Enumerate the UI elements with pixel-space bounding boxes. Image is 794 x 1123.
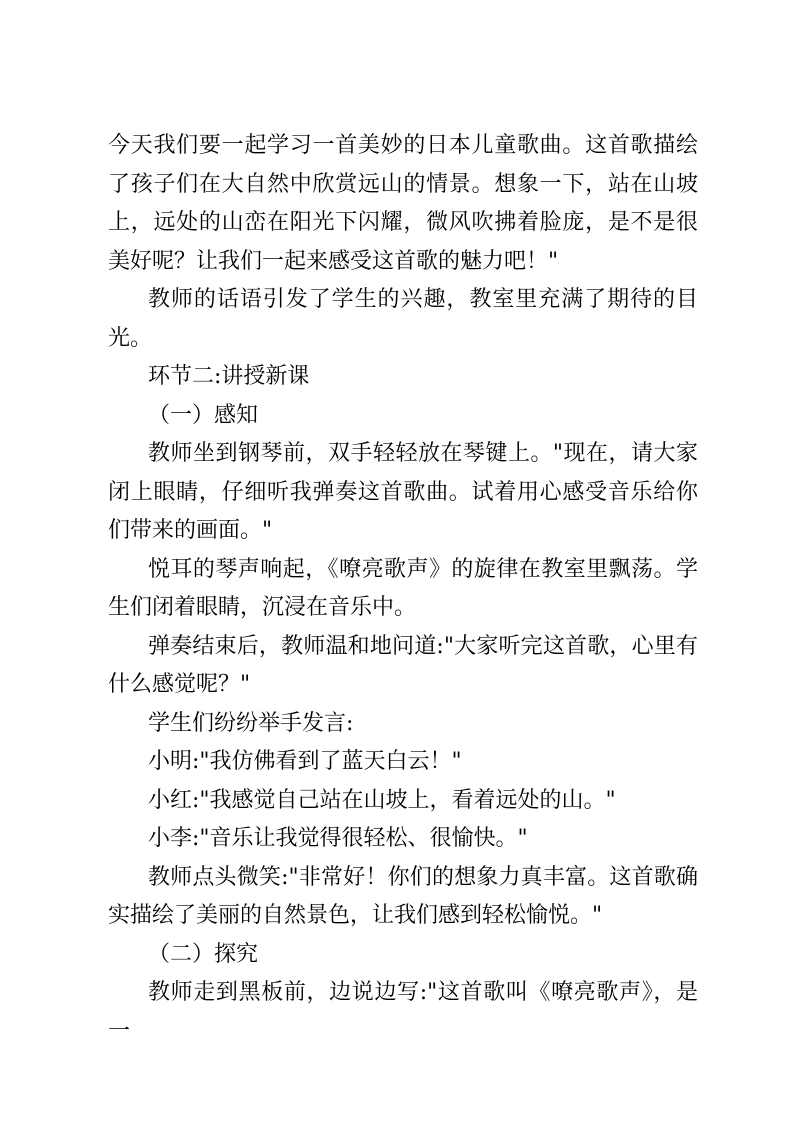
paragraph-teacher-blackboard: 教师走到黑板前，边说边写:"这首歌叫《嘹亮歌声》，是一 [108,980,698,1044]
document-body [108,127,698,1051]
paragraph-intro-continuation: 今天我们要一起学习一首美妙的日本儿童歌曲。这首歌描绘了孩子们在大自然中欣赏远山的情景。想象一下，站在山坡上，远处的山峦在阳光下闪耀，微风吹拂着脸庞，是不是很美好呢？让我们一起来感受这首歌的魅力吧！" [108,133,698,274]
subsection-heading-perception: （一）感知 [148,402,259,428]
dialogue-xiaoli: 小李:"音乐让我觉得很轻松、很愉快。" [148,826,528,851]
paragraph-teacher-question: 弹奏结束后，教师温和地问道:"大家听完这首歌，心里有什么感觉呢？" [108,633,698,697]
paragraph-student-interest: 教师的话语引发了学生的兴趣，教室里充满了期待的目光。 [108,287,698,351]
paragraph-teacher-praise: 教师点头微笑:"非常好！你们的想象力真丰富。这首歌确实描绘了美丽的自然景色，让我们感到轻松愉悦。" [108,864,698,928]
section-heading-new-lesson: 环节二:讲授新课 [148,364,310,389]
dialogue-xiaohong: 小红:"我感觉自己站在山坡上，看着远处的山。" [148,787,616,813]
dialogue-xiaoming: 小明:"我仿佛看到了蓝天白云！" [148,749,462,774]
paragraph-piano-melody: 悦耳的琴声响起，《嘹亮歌声》的旋律在教室里飘荡。学生们闭着眼睛，沉浸在音乐中。 [108,556,698,620]
subsection-heading-exploration: （二）探究 [148,941,259,967]
paragraph-teacher-piano: 教师坐到钢琴前，双手轻轻放在琴键上。"现在，请大家闭上眼睛，仔细听我弹奏这首歌曲。试着用心感受音乐给你们带来的画面。" [108,441,698,543]
paragraph-students-respond: 学生们纷纷举手发言: [148,710,354,736]
